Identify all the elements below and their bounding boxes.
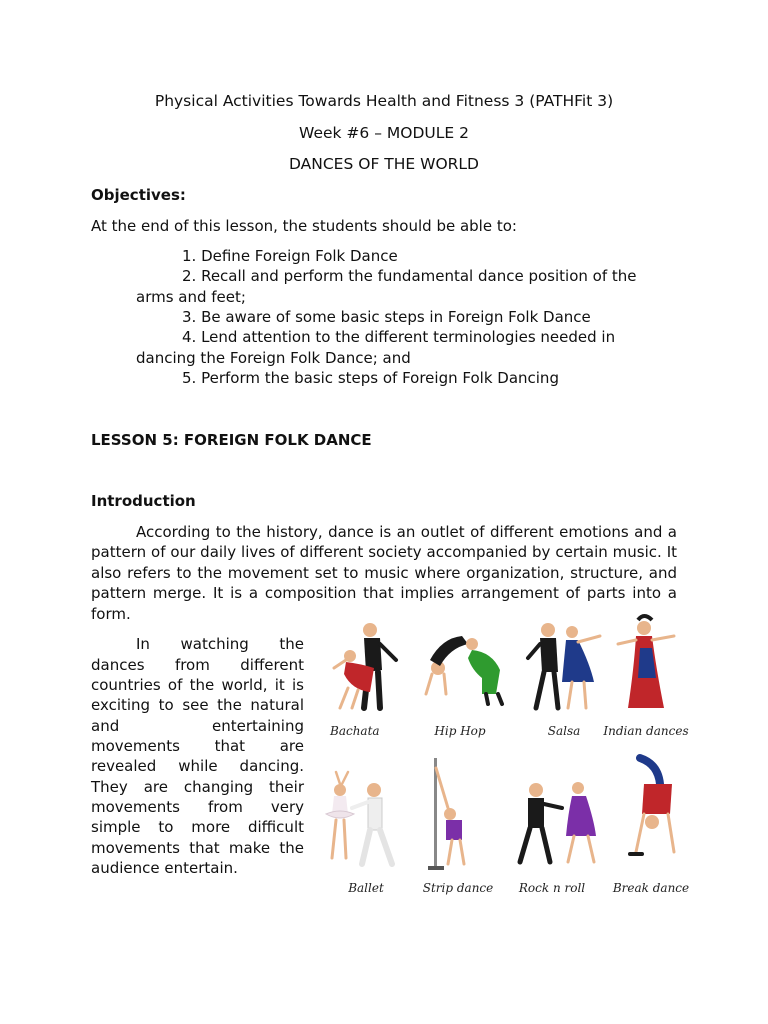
course-title: Physical Activities Towards Health and Fitness 3 (PATHFit 3) xyxy=(154,92,614,110)
caption-hip-hop: Hip Hop xyxy=(434,724,486,738)
rock-n-roll-dancers-illustration xyxy=(520,782,596,862)
side-paragraph-line: dances from different xyxy=(91,656,304,674)
caption-bachata: Bachata xyxy=(330,724,380,738)
objective-item: 2. Recall and perform the fundamental dance position of the xyxy=(182,267,637,285)
topic-title: DANCES OF THE WORLD xyxy=(289,155,479,173)
objectives-intro: At the end of this lesson, the students should be able to: xyxy=(91,217,517,235)
caption-break-dance: Break dance xyxy=(612,881,690,895)
side-paragraph-line: simple to more difficult xyxy=(91,818,304,836)
caption-ballet: Ballet xyxy=(348,881,384,895)
intro-paragraph-line: pattern merge. It is a composition that implies arrangement of parts into a xyxy=(91,584,677,602)
side-paragraph-line: and entertaining xyxy=(91,717,304,735)
week-module: Week #6 – MODULE 2 xyxy=(299,124,469,142)
caption-salsa: Salsa xyxy=(547,724,581,738)
side-paragraph-line: movements that are xyxy=(91,737,304,755)
side-paragraph-line: movements that make the xyxy=(91,839,304,857)
dances-illustration xyxy=(322,608,694,908)
indian-dancer-illustration xyxy=(618,616,674,708)
intro-paragraph-line: According to the history, dance is an outlet of different emotions and a xyxy=(136,523,677,541)
hip-hop-dancers-illustration xyxy=(426,636,502,704)
salsa-dancers-illustration xyxy=(528,623,600,708)
caption-rock-n-roll: Rock n roll xyxy=(518,881,586,895)
break-dancer-illustration xyxy=(630,758,674,854)
caption-indian-dances: Indian dances xyxy=(603,724,689,738)
dancers-svg xyxy=(322,608,694,908)
side-paragraph-line: In watching the xyxy=(136,635,304,653)
objective-item-continuation: dancing the Foreign Folk Dance; and xyxy=(136,349,411,367)
side-paragraph-line: They are changing their xyxy=(91,778,304,796)
strip-dancer-illustration xyxy=(428,758,464,870)
side-paragraph-line: audience entertain. xyxy=(91,859,238,877)
objectives-heading: Objectives: xyxy=(91,186,186,204)
side-paragraph-line: revealed while dancing. xyxy=(91,757,304,775)
bachata-dancers-illustration xyxy=(334,623,396,708)
objective-item: 4. Lend attention to the different terminologies needed in xyxy=(182,328,616,346)
objective-item: 1. Define Foreign Folk Dance xyxy=(182,247,398,265)
side-paragraph-line: countries of the world, it is xyxy=(91,676,304,694)
lesson-title: LESSON 5: FOREIGN FOLK DANCE xyxy=(91,431,372,449)
intro-paragraph-line: pattern of our daily lives of different society accompanied by certain music. It xyxy=(91,543,677,561)
intro-paragraph-line: form. xyxy=(91,605,131,623)
objective-item: 3. Be aware of some basic steps in Foreign Folk Dance xyxy=(182,308,591,326)
introduction-heading: Introduction xyxy=(91,492,196,510)
intro-paragraph-line: also refers to the movement set to music where organization, structure, and xyxy=(91,564,677,582)
side-paragraph-line: movements from very xyxy=(91,798,304,816)
objective-item-continuation: arms and feet; xyxy=(136,288,246,306)
side-paragraph-line: exciting to see the natural xyxy=(91,696,304,714)
objective-item: 5. Perform the basic steps of Foreign Folk Dancing xyxy=(182,369,559,387)
ballet-dancers-illustration xyxy=(326,772,392,864)
caption-strip-dance: Strip dance xyxy=(422,881,494,895)
